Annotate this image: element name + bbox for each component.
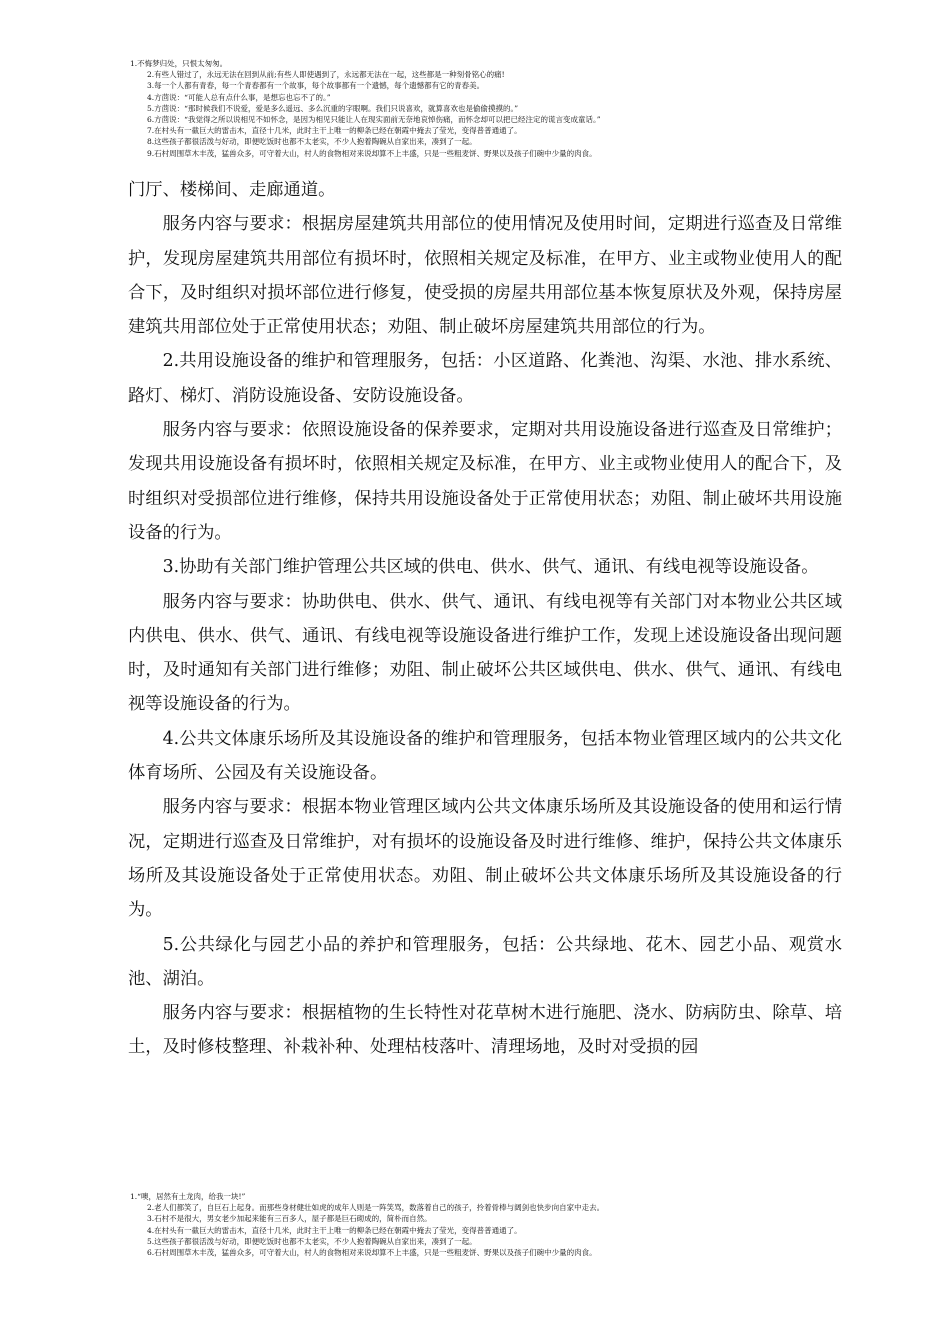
header-note: 8.这些孩子都很活泼与好动，即便吃饭时也都不太老实，不少人抱着陶碗从自家出来，凑到了一起。 — [147, 137, 477, 147]
footer-note: 3.石村不是很大，男女老少加起来能有三百多人，屋子都是巨石砌成的，简朴而自然。 — [147, 1214, 432, 1224]
footer-notes — [130, 1191, 850, 1258]
footer-note: 6.石村周围草木丰茂，猛兽众多，可守着大山，村人的食物相对来说却算不上丰盛，只是一些粗麦饼、野果以及孩子们碗中少量的肉食。 — [147, 1248, 597, 1258]
paragraph: 门厅、楼梯间、走廊通道。 — [128, 180, 336, 200]
header-note: 1.不悔梦归处，只恨太匆匆。 — [130, 59, 228, 68]
header-note: 4.方茴说：“可能人总有点什么事，是想忘也忘不了的。” — [147, 92, 331, 102]
paragraph: 服务内容与要求：根据本物业管理区域内公共文体康乐场所及其设施设备的使用和运行情况，定期进行巡查及日常维护，对有损坏的设施设备及时进行维修、维护，保持公共文体康乐场所及其设施设备处于正常使用状态。劝阻、制止破坏公共文体康乐场所及其设施设备的行为。 — [128, 797, 842, 921]
header-note: 5.方茴说：“那时候我们不说爱，爱是多么遥远、多么沉重的字眼啊。我们只说喜欢，就算喜欢也是偷偷摸摸的。” — [147, 103, 519, 113]
paragraph: 5.公共绿化与园艺小品的养护和管理服务，包括：公共绿地、花木、园艺小品、观赏水池、湖泊。 — [128, 934, 842, 989]
footer-note: 5.这些孩子都很活泼与好动，即便吃饭时也都不太老实，不少人抱着陶碗从自家出来，凑到了一起。 — [147, 1236, 477, 1246]
footer-note: 1.“噢，居然有土龙肉，给我一块!” — [130, 1192, 246, 1201]
document-body — [128, 173, 842, 1065]
footer-note: 4.在村头有一截巨大的雷击木，直径十几米，此时主干上唯一的柳条已经在朝霞中掩去了莹光，变得普普通通了。 — [147, 1225, 522, 1235]
paragraph: 服务内容与要求：根据植物的生长特性对花草树木进行施肥、浇水、防病防虫、除草、培土，及时修枝整理、补栽补种、处理枯枝落叶、清理场地，及时对受损的园 — [128, 1003, 842, 1058]
header-note: 9.石村周围草木丰茂，猛兽众多，可守着大山，村人的食物相对来说却算不上丰盛，只是一些粗麦饼、野果以及孩子们碗中少量的肉食。 — [147, 148, 597, 158]
paragraph: 3.协助有关部门维护管理公共区域的供电、供水、供气、通讯、有线电视等设施设备。 — [162, 557, 819, 578]
paragraph: 服务内容与要求：根据房屋建筑共用部位的使用情况及使用时间，定期进行巡查及日常维护，发现房屋建筑共用部位有损坏时，依照相关规定及标准，在甲方、业主或物业使用人的配合下，及时组织对损坏部位进行修复，使受损的房屋共用部位基本恢复原状及外观，保持房屋建筑共用部位处于正常使用状态；劝阻、制止破坏房屋建筑共用部位的行为。 — [128, 214, 842, 338]
header-note: 7.在村头有一截巨大的雷击木，直径十几米，此时主干上唯一的柳条已经在朝霞中掩去了莹光，变得普普通通了。 — [147, 126, 522, 136]
header-note: 3.每一个人都有青春，每一个青春都有一个故事，每个故事都有一个遗憾，每个遗憾都有它的青春美。 — [147, 81, 485, 91]
paragraph: 2.共用设施设备的维护和管理服务，包括：小区道路、化粪池、沟渠、水池、排水系统、路灯、梯灯、消防设施设备、安防设施设备。 — [128, 351, 842, 406]
header-note: 6.方茴说：“我觉得之所以说相见不如怀念，是因为相见只能让人在现实面前无奈地哀悼伤痛，而怀念却可以把已经注定的谎言变成童话。” — [147, 115, 601, 125]
paragraph: 4.公共文体康乐场所及其设施设备的维护和管理服务，包括本物业管理区域内的公共文化体育场所、公园及有关设施设备。 — [128, 728, 842, 784]
paragraph: 服务内容与要求：依照设施设备的保养要求，定期对共用设施设备进行巡查及日常维护；发现共用设施设备有损坏时，依照相关规定及标准，在甲方、业主或物业使用人的配合下，及时组织对受损部位进行维修，保持共用设施设备处于正常使用状态；劝阻、制止破坏共用设施设备的行为。 — [128, 420, 842, 543]
footer-note: 2.老人们都笑了，自巨石上起身。而那些身材健壮如虎的成年人则是一阵笑骂，数落着自己的孩子，拎着骨棒与阔剑也快步向自家中走去。 — [147, 1203, 605, 1213]
header-note: 2.有些人错过了，永远无法在回到从前;有些人即使遇到了，永远都无法在一起，这些都是一种刻骨铭心的痛! — [147, 70, 505, 80]
header-notes — [130, 58, 850, 159]
paragraph: 服务内容与要求：协助供电、供水、供气、通讯、有线电视等有关部门对本物业公共区域内供电、供水、供气、通讯、有线电视等设施设备进行维护工作，发现上述设施设备出现问题时，及时通知有关部门进行维修；劝阻、制止破坏公共区域供电、供水、供气、通讯、有线电视等设施设备的行为。 — [128, 591, 842, 715]
